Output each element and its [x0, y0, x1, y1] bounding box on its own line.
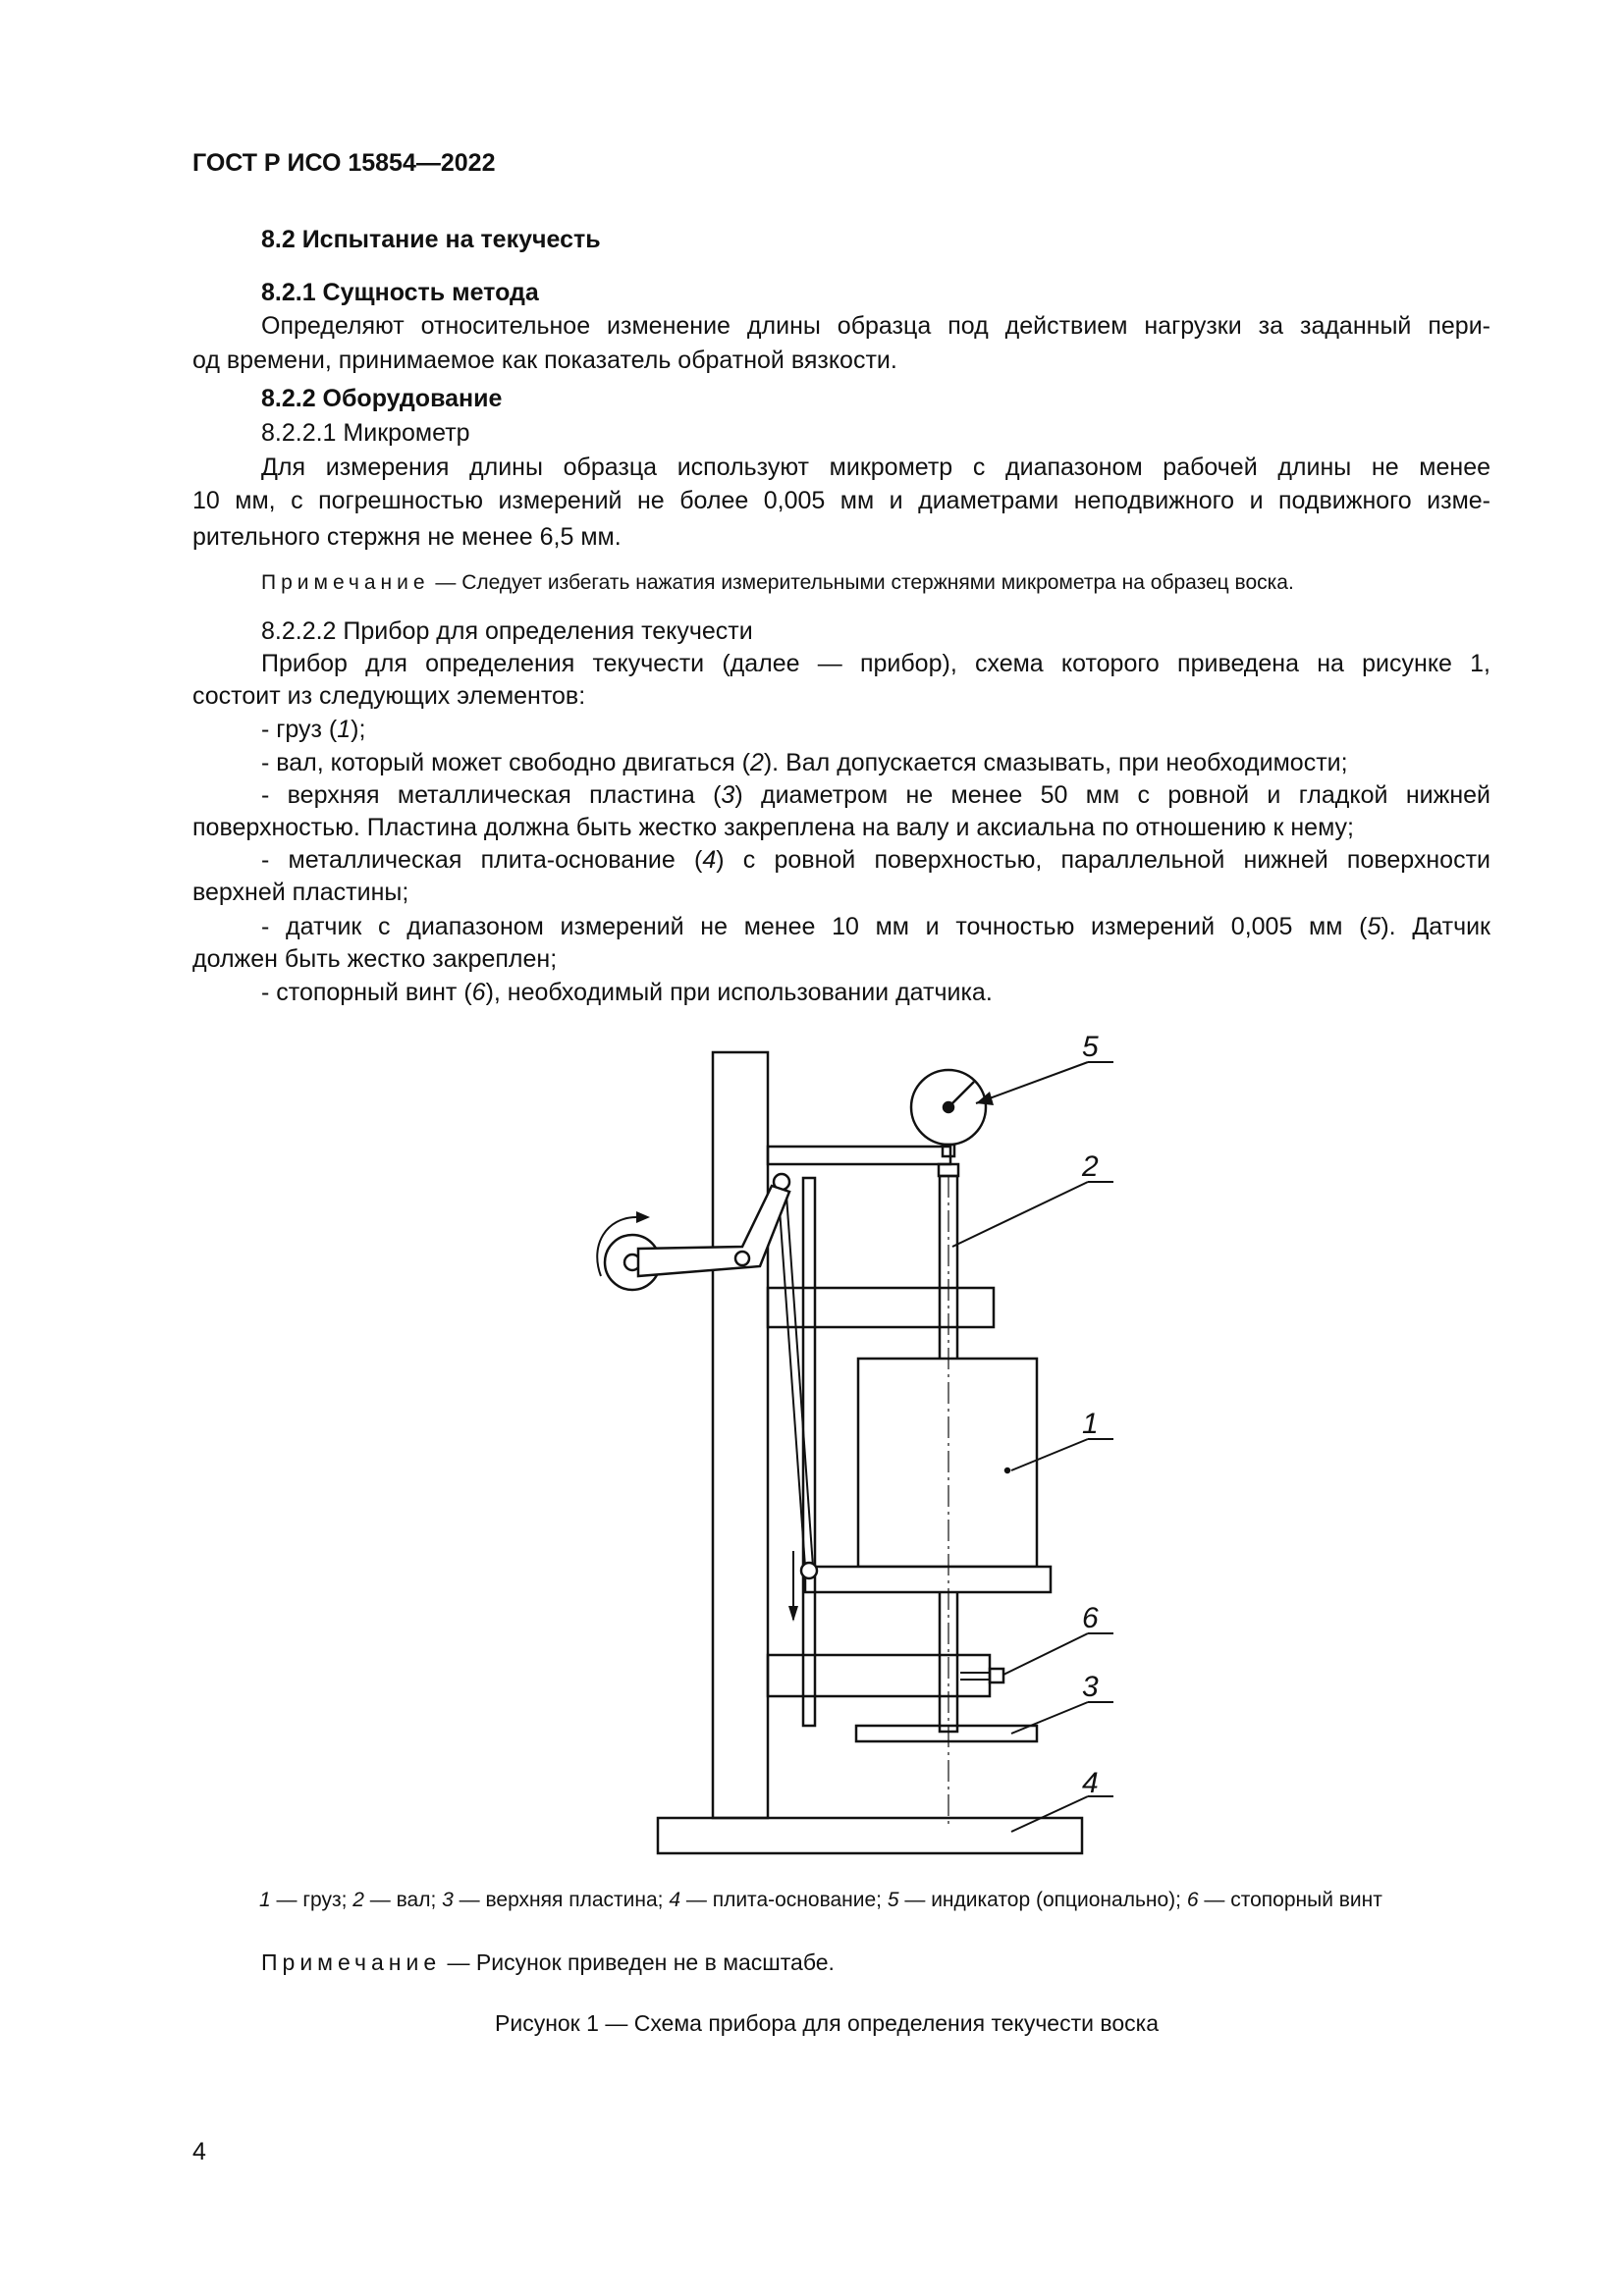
- list-item: - вал, который может свободно двигаться (2). Вал допускается смазывать, при необходимости;: [261, 749, 1348, 776]
- figure-note: [261, 1949, 835, 1976]
- note-label: Примечание: [261, 1949, 442, 1975]
- figure-legend: 1 — груз; 2 — вал; 3 — верхняя пластина; 4 — плита-основание; 5 — индикатор (опционально); 6 — стопорный винт: [259, 1889, 1382, 1911]
- paragraph-line: 10 мм, с погрешностью измерений не более 0,005 мм и диаметрами неподвижного и подвижного изме-: [192, 487, 1490, 514]
- section-8-2-2-heading: 8.2.2 Оборудование: [261, 385, 503, 412]
- upper-guide-arm: [768, 1288, 994, 1327]
- rotation-arrow: [597, 1217, 636, 1276]
- leader-line-4: [1011, 1796, 1088, 1832]
- list-item-continuation: должен быть жестко закреплен;: [192, 945, 558, 973]
- label-3: 3: [1082, 1671, 1099, 1703]
- linkage-bar: [785, 1182, 813, 1567]
- list-item-continuation: поверхностью. Пластина должна быть жестко закреплена на валу и аксиальна по отношению к нему;: [192, 814, 1354, 841]
- paragraph-line: Прибор для определения текучести (далее — прибор), схема которого приведена на рисунке 1,: [261, 650, 1490, 677]
- leader-line-6: [1003, 1633, 1088, 1675]
- dial-needle: [948, 1082, 974, 1107]
- leader-line-2: [952, 1182, 1088, 1247]
- label-6: 6: [1082, 1602, 1099, 1634]
- subsection-8-2-2-2-heading: 8.2.2.2 Прибор для определения текучести: [261, 617, 753, 645]
- leader-arrowhead-icon: [976, 1092, 994, 1105]
- upper-plate: [856, 1726, 1037, 1741]
- list-item: - датчик с диапазоном измерений не менее 10 мм и точностью измерений 0,005 мм (5). Датчик: [261, 913, 1490, 940]
- list-item: - стопорный винт (6), необходимый при использовании датчика.: [261, 979, 993, 1006]
- figure-caption: Рисунок 1 — Схема прибора для определения текучести воска: [495, 2010, 1159, 2036]
- note-label: Примечание: [261, 571, 430, 594]
- stand-column: [713, 1052, 768, 1818]
- down-arrowhead-icon: [788, 1606, 798, 1622]
- set-screw-head: [990, 1669, 1003, 1682]
- rotation-arrowhead-icon: [636, 1211, 650, 1223]
- list-item: - металлическая плита-основание (4) с ровной поверхностью, параллельной нижней поверхности: [261, 846, 1490, 874]
- paragraph-line: од времени, принимаемое как показатель обратной вязкости.: [192, 347, 897, 374]
- weight-marker-dot: [1005, 1468, 1009, 1472]
- document-header: ГОСТ Р ИСО 15854—2022: [192, 149, 496, 177]
- label-4: 4: [1082, 1767, 1099, 1799]
- weight-platform: [805, 1567, 1051, 1592]
- note-text: — Следует избегать нажатия измерительными стержнями микрометра на образец воска.: [429, 571, 1294, 594]
- subsection-8-2-2-1-heading: 8.2.2.1 Микрометр: [261, 419, 470, 447]
- crank-pin: [735, 1252, 749, 1265]
- note-text: — Рисунок приведен не в масштабе.: [441, 1949, 835, 1975]
- weight: [858, 1359, 1037, 1567]
- label-1: 1: [1082, 1408, 1099, 1440]
- label-2: 2: [1082, 1150, 1099, 1183]
- label-5: 5: [1082, 1031, 1099, 1063]
- leader-line-3: [1011, 1702, 1088, 1734]
- paragraph-line: Определяют относительное изменение длины образца под действием нагрузки за заданный пери-: [261, 312, 1490, 340]
- section-8-2-1-heading: 8.2.1 Сущность метода: [261, 279, 539, 306]
- list-item: - верхняя металлическая пластина (3) диаметром не менее 50 мм с ровной и гладкой нижней: [261, 781, 1490, 809]
- section-8-2-heading: 8.2 Испытание на текучесть: [261, 226, 601, 253]
- linkage-bar: [778, 1182, 805, 1567]
- base-plate: [658, 1818, 1082, 1853]
- paragraph-line: Для измерения длины образца используют микрометр с диапазоном рабочей длины не менее: [261, 454, 1490, 481]
- paragraph-line: состоит из следующих элементов:: [192, 682, 586, 710]
- page-number: 4: [192, 2138, 206, 2165]
- top-bracket: [768, 1147, 950, 1164]
- leader-line-5: [976, 1062, 1088, 1103]
- pivot-joint: [801, 1563, 817, 1578]
- dial-clamp: [939, 1164, 958, 1176]
- list-item: - груз (1);: [261, 716, 366, 743]
- list-item-continuation: верхней пластины;: [192, 879, 409, 906]
- paragraph-line: рительного стержня не менее 6,5 мм.: [192, 523, 622, 551]
